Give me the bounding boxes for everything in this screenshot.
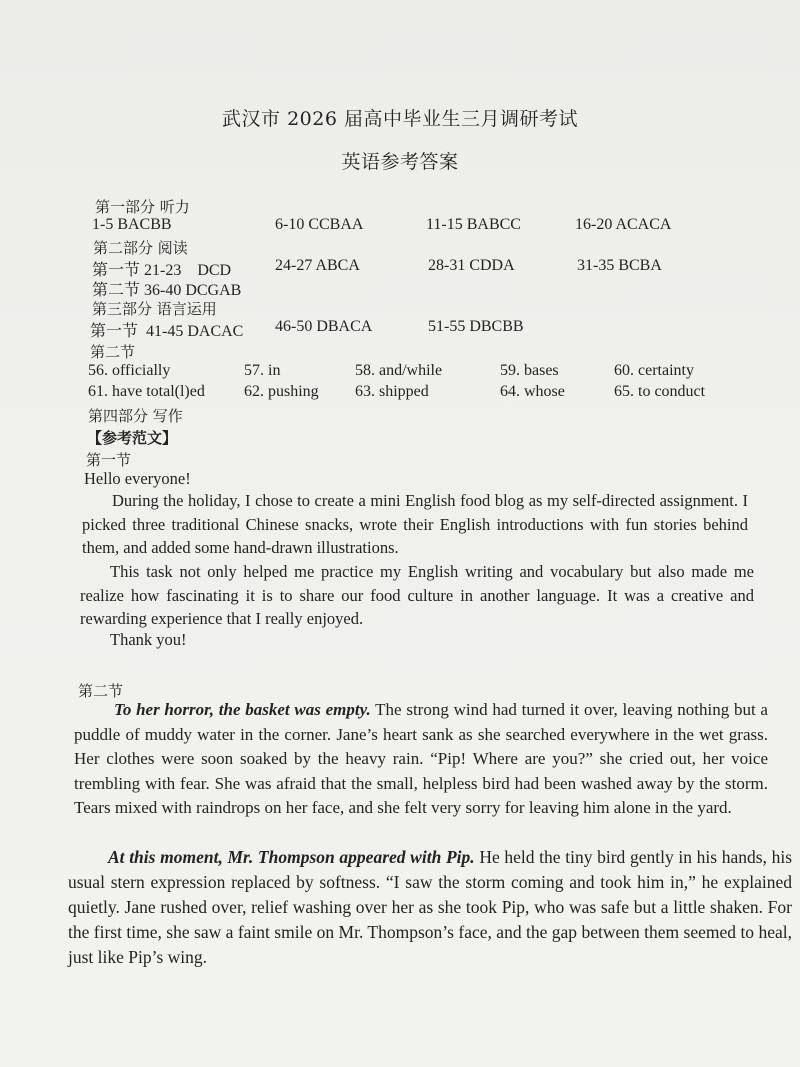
- exam-subtitle: 英语参考答案: [341, 151, 459, 173]
- answer-group: 31-35 BCBA: [577, 257, 662, 274]
- part3-row1: [0, 362, 800, 382]
- part3-section2-heading: 第二节: [90, 343, 136, 361]
- part3-heading: 第三部分 语言运用: [92, 300, 217, 318]
- answer-group: 28-31 CDDA: [428, 257, 515, 274]
- answer-group: 第一节 21-23 DCD: [92, 262, 232, 279]
- part1-answers-row: [0, 216, 800, 236]
- essay-paragraph: [80, 560, 754, 631]
- essay-paragraph: [82, 489, 748, 560]
- sample-essay-label: 【参考范文】: [87, 429, 178, 447]
- writing-section2-heading: 第二节: [78, 682, 124, 700]
- blank-answer: 64. whose: [500, 383, 565, 400]
- story-paragraph: [74, 698, 768, 821]
- story-lead-sentence: At this moment, Mr. Thompson appeared with Pip.: [108, 847, 475, 867]
- story-paragraph-text: He held the tiny bird gently in his hands, his usual stern expression replaced by softness. “I saw the storm coming and took him in,” he explained quietly. Jane rushed over, relief washing over her as she took Pip, who was safe but a little shaken. For the first time, she saw a faint smile on Mr. Thompson’s face, and the gap between them seemed to heal, just like Pip’s wing.: [68, 847, 793, 967]
- answer-group: 46-50 DBACA: [275, 318, 373, 335]
- story-lead-sentence: To her horror, the basket was empty.: [114, 700, 371, 719]
- part3-section1-row: [0, 318, 800, 338]
- story-paragraph-text: The strong wind had turned it over, leaving nothing but a puddle of muddy water in the corner. Jane’s heart sank as she searched everywhere in the wet grass. Her clothes were soon soaked by the heavy rain. “Pip! Where are you?” she cried out, her voice trembling with fear. She was afraid that the small, helpless bird had been washed away by the storm. Tears mixed with raindrops on her face, and she felt very sorry for leaving him alone in the yard.: [74, 700, 768, 817]
- part2-section2-answer: 第二节 36-40 DCGAB: [92, 282, 242, 299]
- writing-section1-heading: 第一节: [86, 451, 132, 469]
- greeting: Hello everyone!: [84, 469, 191, 488]
- part2-section1-row: [0, 257, 800, 277]
- answer-group: 51-55 DBCBB: [428, 318, 524, 335]
- part3-row2: [0, 383, 800, 403]
- closing: Thank you!: [110, 630, 187, 649]
- blank-answer: 65. to conduct: [614, 383, 706, 400]
- essay-paragraph-text: This task not only helped me practice my English writing and vocabulary but also made me realize how fascinating it is to share our food culture in another language. It was a creative and rewarding experience that I really enjoyed.: [80, 562, 754, 628]
- blank-answer: 57. in: [244, 362, 281, 379]
- story-paragraph: [68, 845, 792, 970]
- part4-heading: 第四部分 写作: [88, 407, 183, 425]
- blank-answer: 63. shipped: [355, 383, 429, 400]
- blank-answer: 62. pushing: [244, 383, 319, 400]
- answer-group: 24-27 ABCA: [275, 257, 360, 274]
- blank-answer: 59. bases: [500, 362, 559, 379]
- exam-title: 武汉市 2026 届高中毕业生三月调研考试: [222, 108, 578, 130]
- blank-answer: 58. and/while: [355, 362, 443, 379]
- essay-paragraph-text: During the holiday, I chose to create a mini English food blog as my self-directed assignment. I picked three traditional Chinese snacks, wrote their English introductions with fun stories behind them, and added some hand-drawn illustrations.: [82, 491, 748, 557]
- part2-heading: 第二部分 阅读: [93, 239, 188, 257]
- answer-group: 11-15 BABCC: [426, 216, 521, 233]
- answer-group: 16-20 ACACA: [575, 216, 672, 233]
- part1-heading: 第一部分 听力: [95, 198, 190, 216]
- blank-answer: 60. certainty: [614, 362, 694, 379]
- blank-answer: 56. officially: [88, 362, 171, 379]
- answer-group: 1-5 BACBB: [92, 216, 172, 233]
- answer-group: 6-10 CCBAA: [275, 216, 364, 233]
- blank-answer: 61. have total(l)ed: [88, 383, 205, 400]
- answer-group: 第一节 41-45 DACAC: [90, 323, 244, 340]
